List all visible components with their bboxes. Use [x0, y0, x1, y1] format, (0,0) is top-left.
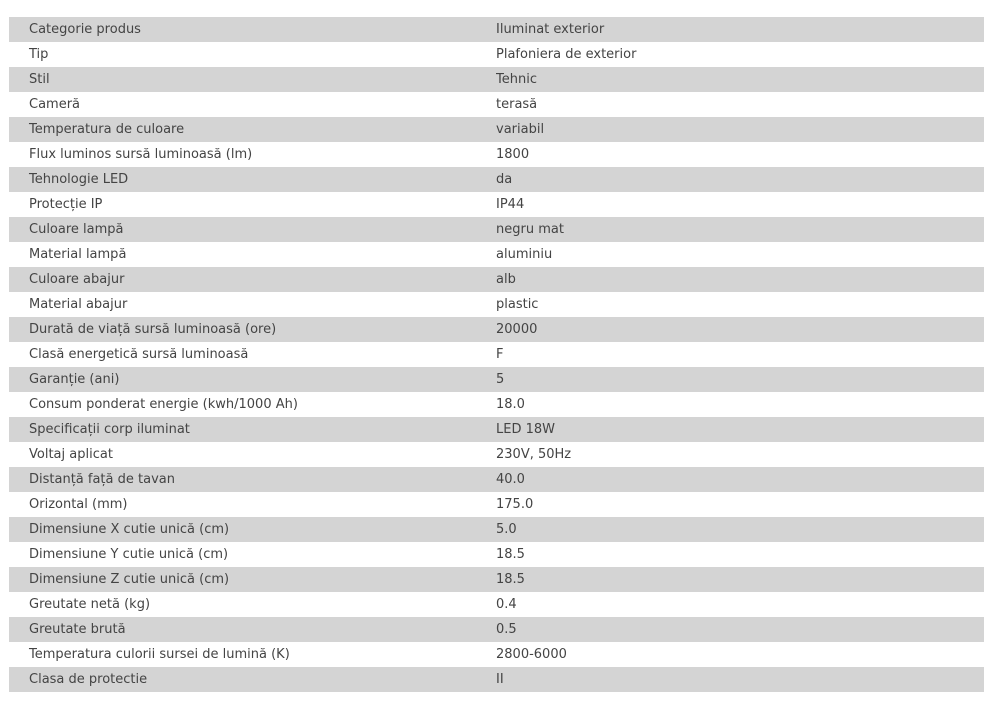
spec-value: Tehnic — [496, 67, 984, 92]
spec-row — [9, 542, 984, 567]
spec-row — [9, 367, 984, 392]
spec-label: Culoare abajur — [9, 267, 496, 292]
spec-row — [9, 142, 984, 167]
spec-value: variabil — [496, 117, 984, 142]
spec-label: Clasa de protectie — [9, 667, 496, 692]
spec-label: Tip — [9, 42, 496, 67]
spec-label: Specificații corp iluminat — [9, 417, 496, 442]
spec-value: 40.0 — [496, 467, 984, 492]
spec-value: alb — [496, 267, 984, 292]
spec-value: da — [496, 167, 984, 192]
spec-row — [9, 592, 984, 617]
spec-row — [9, 642, 984, 667]
spec-row — [9, 292, 984, 317]
spec-row — [9, 567, 984, 592]
spec-row — [9, 417, 984, 442]
spec-label: Protecție IP — [9, 192, 496, 217]
spec-label: Cameră — [9, 92, 496, 117]
spec-value: 1800 — [496, 142, 984, 167]
spec-value: terasă — [496, 92, 984, 117]
spec-row — [9, 267, 984, 292]
spec-row — [9, 92, 984, 117]
spec-label: Dimensiune Z cutie unică (cm) — [9, 567, 496, 592]
spec-row — [9, 67, 984, 92]
spec-value: Iluminat exterior — [496, 17, 984, 42]
spec-value: 18.5 — [496, 567, 984, 592]
spec-value: II — [496, 667, 984, 692]
spec-row — [9, 317, 984, 342]
spec-row — [9, 392, 984, 417]
spec-label: Temperatura de culoare — [9, 117, 496, 142]
spec-row — [9, 467, 984, 492]
spec-label: Culoare lampă — [9, 217, 496, 242]
spec-label: Flux luminos sursă luminoasă (lm) — [9, 142, 496, 167]
spec-value: 230V, 50Hz — [496, 442, 984, 467]
spec-value: F — [496, 342, 984, 367]
spec-value: 175.0 — [496, 492, 984, 517]
spec-value: 0.4 — [496, 592, 984, 617]
product-specifications-table — [9, 17, 984, 692]
spec-row — [9, 192, 984, 217]
spec-value: IP44 — [496, 192, 984, 217]
spec-label: Greutate brută — [9, 617, 496, 642]
spec-row — [9, 492, 984, 517]
spec-value: plastic — [496, 292, 984, 317]
spec-label: Consum ponderat energie (kwh/1000 Ah) — [9, 392, 496, 417]
spec-row — [9, 242, 984, 267]
spec-label: Categorie produs — [9, 17, 496, 42]
spec-row — [9, 442, 984, 467]
spec-label: Material abajur — [9, 292, 496, 317]
spec-value: LED 18W — [496, 417, 984, 442]
spec-row — [9, 667, 984, 692]
spec-value: 5.0 — [496, 517, 984, 542]
spec-label: Greutate netă (kg) — [9, 592, 496, 617]
spec-row — [9, 117, 984, 142]
spec-row — [9, 17, 984, 42]
spec-row — [9, 42, 984, 67]
specifications-body — [9, 17, 984, 692]
spec-value: 18.0 — [496, 392, 984, 417]
spec-label: Material lampă — [9, 242, 496, 267]
spec-label: Temperatura culorii sursei de lumină (K) — [9, 642, 496, 667]
spec-label: Clasă energetică sursă luminoasă — [9, 342, 496, 367]
spec-value: 18.5 — [496, 542, 984, 567]
spec-value: 0.5 — [496, 617, 984, 642]
spec-row — [9, 517, 984, 542]
spec-label: Durată de viață sursă luminoasă (ore) — [9, 317, 496, 342]
spec-value: aluminiu — [496, 242, 984, 267]
spec-row — [9, 617, 984, 642]
spec-label: Stil — [9, 67, 496, 92]
spec-label: Orizontal (mm) — [9, 492, 496, 517]
spec-label: Tehnologie LED — [9, 167, 496, 192]
spec-row — [9, 217, 984, 242]
spec-label: Dimensiune X cutie unică (cm) — [9, 517, 496, 542]
spec-label: Dimensiune Y cutie unică (cm) — [9, 542, 496, 567]
spec-label: Voltaj aplicat — [9, 442, 496, 467]
spec-value: negru mat — [496, 217, 984, 242]
spec-label: Garanție (ani) — [9, 367, 496, 392]
spec-row — [9, 342, 984, 367]
spec-label: Distanță față de tavan — [9, 467, 496, 492]
spec-row — [9, 167, 984, 192]
spec-value: 2800-6000 — [496, 642, 984, 667]
spec-value: 5 — [496, 367, 984, 392]
spec-value: Plafoniera de exterior — [496, 42, 984, 67]
spec-value: 20000 — [496, 317, 984, 342]
